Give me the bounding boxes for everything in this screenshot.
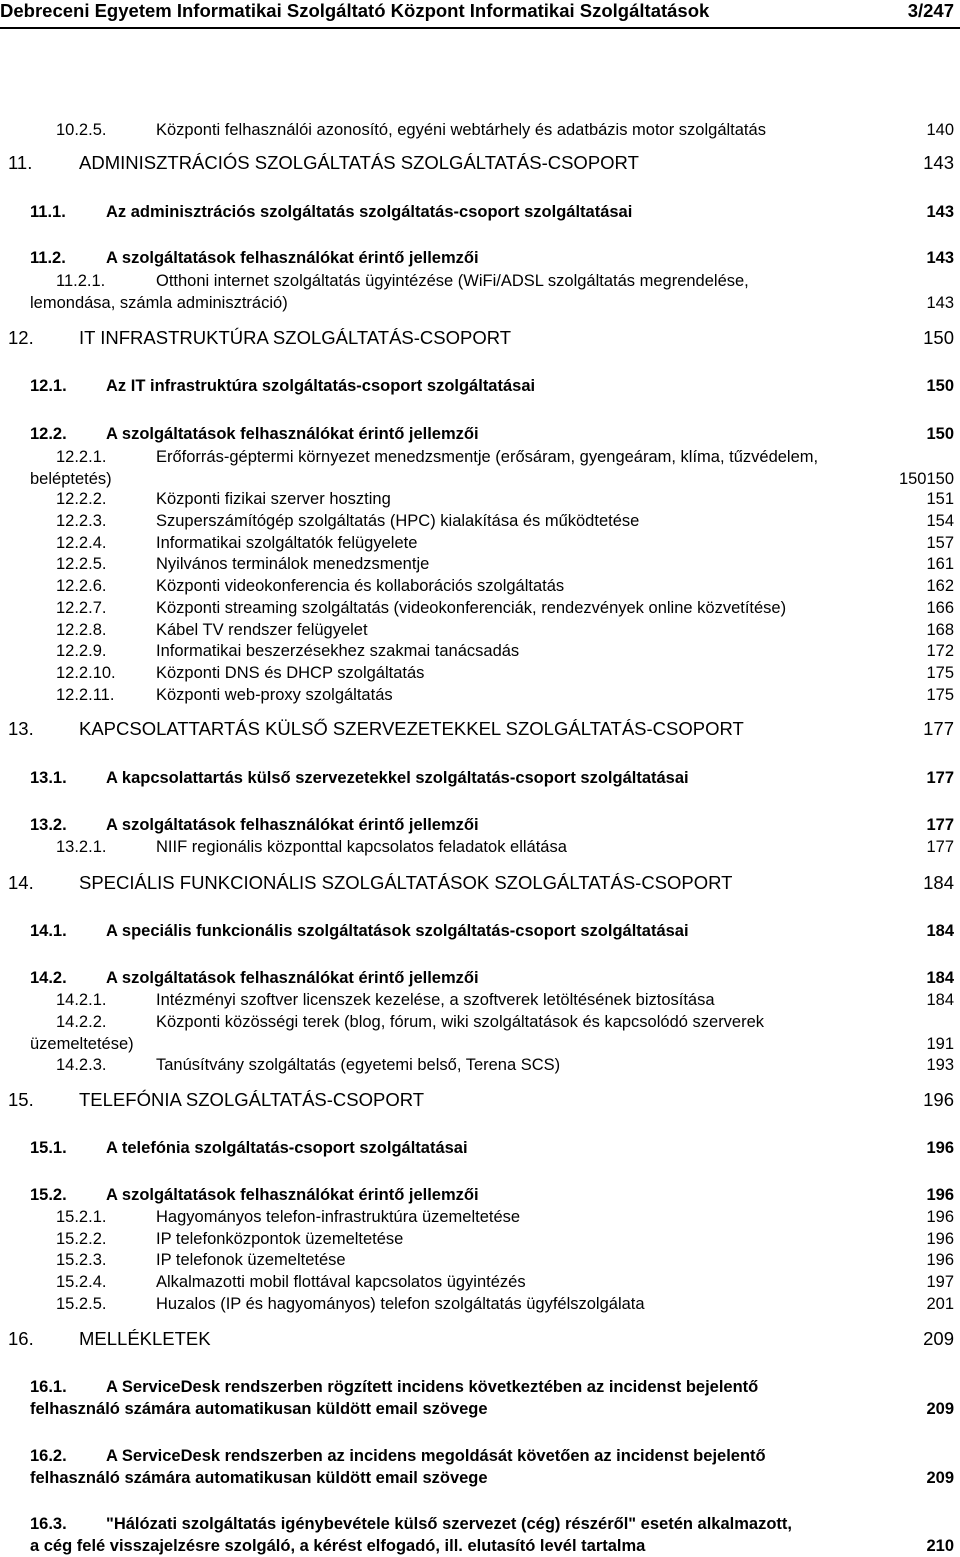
toc-entry-page: 209	[926, 1469, 954, 1487]
toc-entry-number: 11.	[8, 152, 33, 173]
toc-entry-page: 201	[926, 1295, 954, 1313]
toc-entry-page: 161	[926, 555, 954, 573]
toc-entry-page: 154	[926, 512, 954, 530]
toc-entry-number: 15.2.4.	[56, 1273, 107, 1291]
toc-entry-number: 12.2.2.	[56, 490, 107, 508]
toc-entry-title: Központi streaming szolgáltatás (videokonferenciák, rendezvények online közvetítése)	[156, 599, 787, 617]
toc-entry-page: 143	[926, 294, 954, 312]
toc-entry-page: 209	[923, 1328, 954, 1349]
toc-entry-page: 150150	[898, 470, 954, 488]
toc-entry-title-continued: beléptetés)	[30, 470, 112, 488]
toc-entry-number: 16.1.	[30, 1378, 67, 1396]
toc-entry-number: 14.2.2.	[56, 1013, 107, 1031]
toc-entry-number: 12.2.7.	[56, 599, 107, 617]
toc-entry-number: 12.2.6.	[56, 577, 107, 595]
toc-entry-title: A ServiceDesk rendszerben rögzített incidens következtében az incidenst bejelentő	[106, 1378, 759, 1396]
toc-entry-page: 166	[926, 599, 954, 617]
toc-entry-page: 143	[923, 152, 954, 173]
toc-entry-page: 196	[923, 1089, 954, 1110]
toc-entry-number: 12.2.3.	[56, 512, 107, 530]
toc-entry-page: 209	[926, 1400, 954, 1418]
toc-entry-number: 12.2.10.	[56, 664, 116, 682]
toc-entry-page: 150	[926, 377, 954, 395]
toc-entry-page: 172	[926, 642, 954, 660]
toc-entry-number: 12.1.	[30, 377, 67, 395]
toc-entry-page: 210	[926, 1537, 954, 1555]
toc-entry-title: TELEFÓNIA SZOLGÁLTATÁS-CSOPORT	[79, 1089, 425, 1110]
toc-entry-number: 14.	[8, 872, 34, 893]
toc-entry-page: 140	[926, 121, 954, 139]
toc-entry-number: 16.	[8, 1328, 34, 1349]
toc-entry-title: ADMINISZTRÁCIÓS SZOLGÁLTATÁS SZOLGÁLTATÁS-CSOPORT	[79, 152, 639, 173]
toc-entry-number: 13.2.1.	[56, 838, 107, 856]
toc-entry-title: Hagyományos telefon-infrastruktúra üzemeltetése	[156, 1208, 521, 1226]
page-number: 3/247	[907, 0, 954, 21]
toc-entry-title: Otthoni internet szolgáltatás ügyintézése (WiFi/ADSL szolgáltatás megrendelése,	[156, 272, 749, 290]
toc-entry-title: A kapcsolattartás külső szervezetekkel szolgáltatás-csoport szolgáltatásai	[106, 769, 689, 787]
toc-entry-title: Intézményi szoftver licenszek kezelése, a szoftverek letöltésének biztosítása	[156, 991, 715, 1009]
toc-entry-title-continued: a cég felé visszajelzésre szolgáló, a kérést elfogadó, ill. elutasító levél tartalma	[30, 1537, 646, 1555]
toc-entry-page: 177	[926, 838, 954, 856]
toc-entry-page: 184	[926, 969, 954, 987]
toc-entry-title: A szolgáltatások felhasználókat érintő jellemzői	[106, 425, 479, 443]
toc-entry-title-continued: lemondása, számla adminisztráció)	[30, 294, 288, 312]
toc-entry-number: 12.2.4.	[56, 534, 107, 552]
toc-entry-number: 12.2.1.	[56, 448, 107, 466]
toc-entry-number: 13.2.	[30, 816, 67, 834]
toc-entry-number: 15.2.	[30, 1186, 67, 1204]
toc-entry-page: 196	[926, 1186, 954, 1204]
toc-entry-title: Központi fizikai szerver hoszting	[156, 490, 391, 508]
toc-entry-number: 16.3.	[30, 1515, 67, 1533]
toc-entry-number: 12.2.11.	[56, 686, 115, 704]
toc-entry-number: 16.2.	[30, 1447, 67, 1465]
toc-entry-title: Központi videokonferencia és kollaborációs szolgáltatás	[156, 577, 565, 595]
toc-entry-page: 150	[923, 327, 954, 348]
toc-entry-page: 177	[926, 816, 954, 834]
toc-entry-number: 15.1.	[30, 1139, 67, 1157]
toc-entry-number: 12.2.	[30, 425, 67, 443]
toc-entry-number: 12.	[8, 327, 34, 348]
toc-entry-number: 12.2.9.	[56, 642, 107, 660]
toc-entry-title: Az IT infrastruktúra szolgáltatás-csoport szolgáltatásai	[106, 377, 536, 395]
toc-entry-page: 143	[926, 249, 954, 267]
toc-entry-number: 15.2.2.	[56, 1230, 107, 1248]
toc-entry-page: 157	[926, 534, 954, 552]
toc-entry-title: NIIF regionális központtal kapcsolatos feladatok ellátása	[156, 838, 567, 856]
toc-entry-title: Huzalos (IP és hagyományos) telefon szolgáltatás ügyfélszolgálata	[156, 1295, 645, 1313]
toc-entry-page: 177	[923, 718, 954, 739]
toc-entry-number: 11.2.1.	[56, 272, 106, 290]
toc-entry-number: 14.1.	[30, 922, 67, 940]
toc-entry-page: 175	[926, 664, 954, 682]
toc-entry-page: 184	[926, 991, 954, 1009]
toc-entry-title: MELLÉKLETEK	[79, 1328, 211, 1349]
toc-entry-number: 12.2.8.	[56, 621, 107, 639]
toc-entry-number: 15.2.1.	[56, 1208, 107, 1226]
toc-entry-page: 193	[926, 1056, 954, 1074]
toc-entry-page: 184	[926, 922, 954, 940]
toc-entry-title: Alkalmazotti mobil flottával kapcsolatos ügyintézés	[156, 1273, 526, 1291]
toc-entry-title: Az adminisztrációs szolgáltatás szolgáltatás-csoport szolgáltatásai	[106, 203, 633, 221]
document-title: Debreceni Egyetem Informatikai Szolgáltató Központ Informatikai Szolgáltatások	[0, 0, 710, 21]
toc-entry-page: 162	[926, 577, 954, 595]
toc-entry-page: 197	[926, 1273, 954, 1291]
toc-entry-title: KAPCSOLATTARTÁS KÜLSŐ SZERVEZETEKKEL SZOLGÁLTATÁS-CSOPORT	[79, 718, 744, 739]
toc-entry-number: 13.	[8, 718, 34, 739]
toc-entry-title: Erőforrás-géptermi környezet menedzsmentje (erősáram, gyengeáram, klíma, tűzvédelem,	[156, 448, 819, 466]
toc-entry-title: Központi DNS és DHCP szolgáltatás	[156, 664, 425, 682]
toc-entry-title: Kábel TV rendszer felügyelet	[156, 621, 368, 639]
toc-entry-title: IP telefonok üzemeltetése	[156, 1251, 346, 1269]
toc-entry-page: 196	[926, 1208, 954, 1226]
toc-entry-number: 15.2.5.	[56, 1295, 107, 1313]
toc-entry-title: A speciális funkcionális szolgáltatások szolgáltatás-csoport szolgáltatásai	[106, 922, 689, 940]
toc-entry-title: Központi felhasználói azonosító, egyéni webtárhely és adatbázis motor szolgáltatás	[156, 121, 766, 139]
toc-entry-title: Központi közösségi terek (blog, fórum, wiki szolgáltatások és kapcsolódó szerverek	[156, 1013, 765, 1031]
toc-entry-page: 191	[926, 1035, 954, 1053]
toc-entry-title: Szuperszámítógép szolgáltatás (HPC) kialakítása és működtetése	[156, 512, 640, 530]
toc-entry-page: 143	[926, 203, 954, 221]
toc-entry-page: 150	[926, 425, 954, 443]
toc-entry-page: 196	[926, 1230, 954, 1248]
toc-entry-title: "Hálózati szolgáltatás igénybevétele külső szervezet (cég) részéről" esetén alkalmazott,	[106, 1515, 792, 1533]
toc-entry-number: 15.	[8, 1089, 34, 1110]
toc-entry-title: IP telefonközpontok üzemeltetése	[156, 1230, 404, 1248]
toc-entry-title: A telefónia szolgáltatás-csoport szolgáltatásai	[106, 1139, 468, 1157]
toc-entry-page: 196	[926, 1251, 954, 1269]
toc-entry-number: 14.2.3.	[56, 1056, 107, 1074]
toc-entry-title: SPECIÁLIS FUNKCIONÁLIS SZOLGÁLTATÁSOK SZOLGÁLTATÁS-CSOPORT	[79, 872, 733, 893]
toc-entry-title: A szolgáltatások felhasználókat érintő jellemzői	[106, 816, 479, 834]
toc-entry-page: 175	[926, 686, 954, 704]
toc-entry-title: Nyilvános terminálok menedzsmentje	[156, 555, 430, 573]
toc-entry-title-continued: üzemeltetése)	[30, 1035, 134, 1053]
toc-entry-page: 177	[926, 769, 954, 787]
toc-entry-title: A szolgáltatások felhasználókat érintő jellemzői	[106, 1186, 479, 1204]
toc-entry-title-continued: felhasználó számára automatikusan küldött email szövege	[30, 1469, 488, 1487]
toc-entry-title: A szolgáltatások felhasználókat érintő jellemzői	[106, 249, 479, 267]
toc-entry-number: 10.2.5.	[56, 121, 107, 139]
toc-entry-title: Informatikai beszerzésekhez szakmai tanácsadás	[156, 642, 520, 660]
toc-entry-title: Informatikai szolgáltatók felügyelete	[156, 534, 418, 552]
toc-entry-page: 151	[926, 490, 954, 508]
toc-entry-number: 13.1.	[30, 769, 67, 787]
toc-entry-number: 14.2.	[30, 969, 67, 987]
toc-entry-title: Tanúsítvány szolgáltatás (egyetemi belső, Terena SCS)	[156, 1056, 561, 1074]
toc-entry-page: 196	[926, 1139, 954, 1157]
toc-entry-number: 12.2.5.	[56, 555, 107, 573]
toc-entry-page: 184	[923, 872, 954, 893]
toc-entry-number: 11.2.	[30, 249, 66, 267]
toc-entry-number: 15.2.3.	[56, 1251, 107, 1269]
toc-entry-title: A ServiceDesk rendszerben az incidens megoldását követően az incidenst bejelentő	[106, 1447, 766, 1465]
toc-entry-title-continued: felhasználó számára automatikusan küldött email szövege	[30, 1400, 488, 1418]
toc-entry-number: 11.1.	[30, 203, 66, 221]
toc-entry-page: 168	[926, 621, 954, 639]
toc-entry-title: A szolgáltatások felhasználókat érintő jellemzői	[106, 969, 479, 987]
toc-entry-title: IT INFRASTRUKTÚRA SZOLGÁLTATÁS-CSOPORT	[79, 327, 512, 348]
toc-entry-number: 14.2.1.	[56, 991, 107, 1009]
toc-entry-title: Központi web-proxy szolgáltatás	[156, 686, 393, 704]
